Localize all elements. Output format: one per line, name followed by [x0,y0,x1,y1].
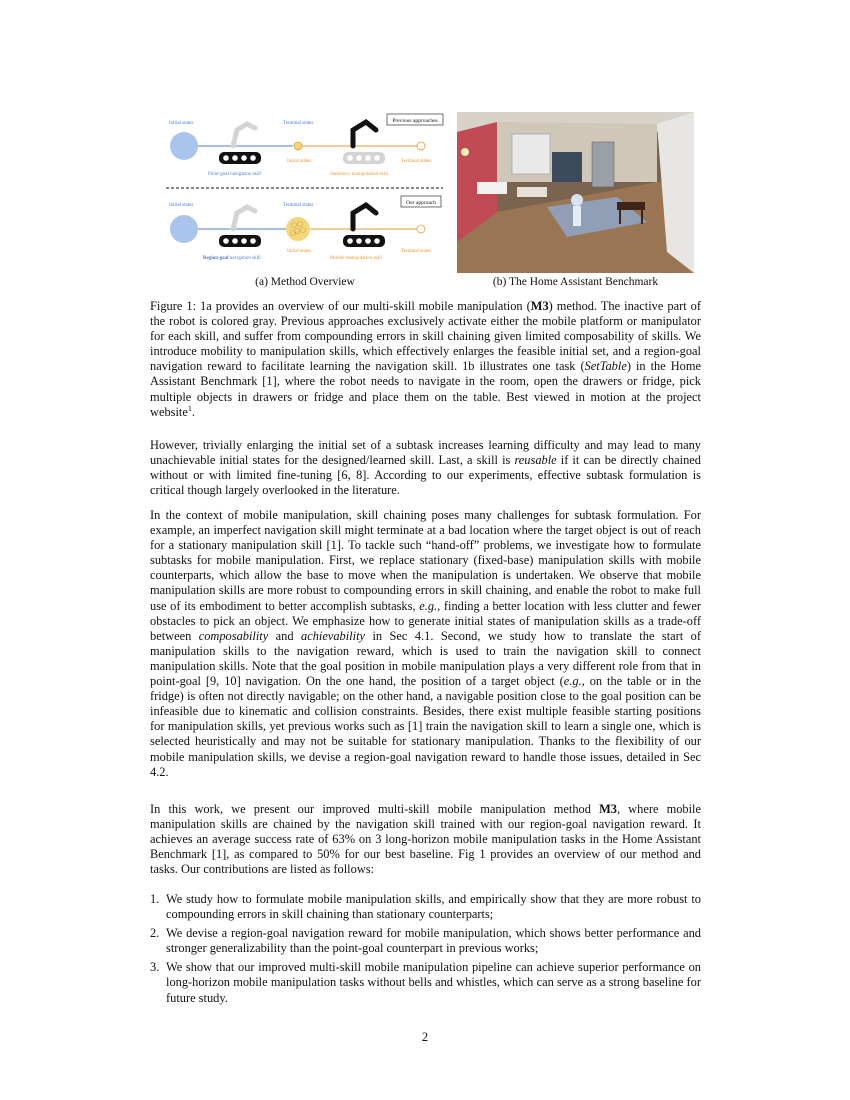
p1-text-1: However, trivially enlarging the initial set of a subtask increases learning difficulty and may lead to many unachievable initial states for the designed/learned skill. Last, a skill is [150,438,701,468]
stationary-manip-skill-label: Stationary manipulation skill [330,172,389,177]
p3-text-1: In this work, we present our improved multi-skill mobile manipulation method [150,802,600,816]
mobile-base-robot-icon-ours [219,207,261,247]
previous-approaches-label: Previous approaches [392,118,438,124]
mobile-base-robot-icon [219,124,261,164]
list-item-number: 1. [150,892,160,906]
p2-eg-1: e.g. [419,598,438,613]
p2-text-4: in Sec 4.1. Second, we study how to translate the start of manipulation skills to the navigation reward, which is used to train the navigation skill to connect manipulation skills. Note that the goal position in mobile manipulation plays a very different role from that in point-goal [9, 10] navigation. On the one hand, the position of a target object ( [150,628,701,689]
our-approach-label: Our approach [405,200,437,206]
page-number: 2 [421,1030,429,1044]
initial-states-circle-ours [170,215,198,243]
terminal-states-2-label-ours: Terminal states [401,249,432,254]
mobile-manip-skill-label: Mobile manipulation skill [330,256,382,261]
caption-text-3: ) in the Home Assistant Benchmark [1], where the robot needs to navigate in the room, open the drawers or fridge, pick multiple objects in drawers or fridge and place them on the table. Best viewed in motion at the project website [150,359,701,419]
initial-states-circle [170,132,198,160]
footnote-marker[interactable]: 1 [187,403,192,413]
paragraph-1 [150,438,701,498]
caption-m3: M3 [530,299,549,313]
p2-achievability: achievability [301,628,366,643]
p2-eg-2: e.g. [563,674,582,689]
list-item-text: We study how to formulate mobile manipulation skills, and empirically show that they are more robust to compounding errors in skill chaining than stationary counterparts; [166,892,701,922]
subcaption-b: (b) The Home Assistant Benchmark [492,276,659,288]
list-item-number: 3. [150,960,160,975]
initial-states-label: Initial states [169,121,194,126]
home-assistant-scene-image [457,112,694,273]
nav-skill-rest: navigation skill [228,256,261,261]
method-overview-diagram [163,112,447,274]
p2-text-2: , finding a better location with less clutter and fewer obstacles to pick an object. We emphasize how to generate initial states of manipulation skills as a trade-off between [150,598,701,643]
caption-text-4: . [191,404,195,419]
stationary-manipulator-icon [343,122,385,164]
mobile-manipulator-icon [343,205,385,247]
caption-text-2: ) method. The inactive part of the robot is colored gray. Previous approaches exclusively activate either the mobile platform or manipulator for each skill, and suffer from compounding errors in skill chaining given limited composability of skills. We introduce mobility to manipulation skills, which effectively enlarges the feasible initial set, and a region-goal navigation reward to facilitate learning the navigation skill. 1b illustrates one task ( [150,299,701,374]
initial-states-2-label-ours: Initial states [287,249,312,254]
list-item-text: We show that our improved multi-skill mobile manipulation pipeline can achieve superior performance on long-horizon mobile manipulation tasks without bells and whistles, which can serve as a strong baseline for future study. [166,960,701,1005]
p2-text-5: , on the table or in the fridge) is often not directly navigable; on the other hand, a navigable position close to the goal position can be infeasible due to kinematic and collision constraints. Besides, there exist multiple feasible starting positions for manipulation skills, yet previous works such as [1] train the navigation skill to learn a single one, which is selected heuristically and may not be suitable for stationary manipulation. Thanks to the flexibility of our mobile manipulation skills, we devise a region-goal navigation reward to handle those issues, detailed in Sec 4.2. [150,674,701,779]
initial-states-label-ours: Initial states [169,203,194,208]
caption-text-1: Figure 1: 1a provides an overview of our multi-skill mobile manipulation ( [150,299,531,313]
list-item [150,926,701,956]
paragraph-3 [150,802,701,877]
region-goal-bold: Region-goal [203,256,229,261]
svg-text:Region-goal navigation skill [203,256,261,261]
list-item [150,960,701,1005]
point-goal-nav-skill-label: Point-goal navigation skill [208,172,262,177]
p3-text-2: , where mobile manipulation skills are chained by the navigation skill trained with our region-goal navigation reward. It achieves an average success rate of 63% on 3 long-horizon mobile manipulation tasks in the Home Assistant Benchmark [1], as compared to 50% for our best baseline. Fig 1 provides an overview of our method and tasks. Our contributions are listed as follows: [150,802,701,877]
list-item-number: 2. [150,926,160,941]
p2-composability: composability [198,628,269,643]
terminal-states-2-label: Terminal states [401,159,432,164]
subcaption-a: (a) Method Overview [255,276,355,288]
p2-text-1: In the context of mobile manipulation, skill chaining poses many challenges for subtask formulation. For example, an imperfect navigation skill might terminate at a bad location where the target object is out of reach for a stationary manipulation skill [1]. To tackle such “hand-off” problems, we investigate how to formulate subtasks for mobile manipulation. First, we replace stationary (fixed-base) manipulation skills with mobile counterparts, which allow the base to move when the manipulation is undertaken. We observe that mobile manipulation skills are more robust to compounding errors in skill chaining, and enable the robot to make full use of its embodiment to better accomplish subtasks, [150,508,701,613]
terminal-states-label-ours: Terminal states [283,203,314,208]
previous-approaches-row [169,114,443,177]
p1-text-2: if it can be directly chained without or with limited fine-tuning [6, 8]. According to our experiments, effective subtask formulation is critical though largely overlooked in the literature. [150,453,701,498]
terminal-state-point [294,142,302,150]
p3-m3: M3 [599,802,617,816]
caption-task: SetTable [584,359,627,374]
figure-caption [150,299,701,420]
list-item-text: We devise a region-goal navigation reward for mobile manipulation, which shows better performance and stronger generalizability than the point-goal counterpart in previous works; [166,926,701,956]
initial-states-2-label: Initial states [287,159,312,164]
paragraph-2 [150,508,701,780]
list-item [150,892,701,922]
terminal-states-label: Terminal states [283,121,314,126]
contributions-list [150,892,701,1010]
p1-reusable: reusable [514,453,557,468]
our-approach-row [169,196,441,261]
p2-text-3: and [268,628,302,643]
